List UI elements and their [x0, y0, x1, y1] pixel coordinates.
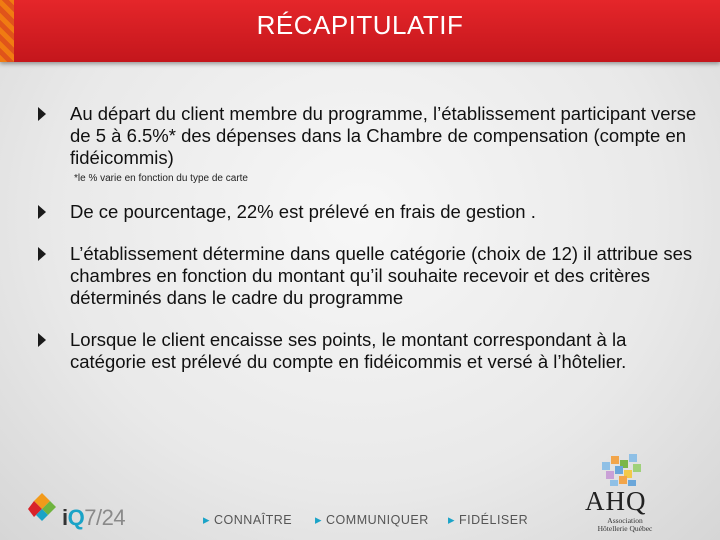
nav-fideliser[interactable] [448, 512, 528, 528]
title-banner [0, 0, 720, 62]
nav-label: FIDÉLISER [459, 513, 529, 527]
nav-connaitre[interactable] [203, 512, 292, 528]
bullet-arrow-icon [38, 205, 46, 219]
bullet-arrow-icon [38, 107, 46, 121]
bullet-item [36, 103, 706, 169]
bullet-list [36, 103, 706, 373]
iq-logo-text [62, 505, 125, 531]
ahq-subtitle [590, 517, 660, 533]
page-title: RÉCAPITULATIF [256, 10, 464, 40]
nav-communiquer[interactable] [315, 512, 429, 528]
bullet-text: Lorsque le client encaisse ses points, le montant correspondant à la catégorie est prélevé du compte en fidéicommis et versé à l’hôtelier. [70, 329, 627, 372]
nav-label: CONNAÎTRE [214, 513, 293, 527]
bullet-item [36, 329, 706, 373]
bullet-item [36, 243, 706, 309]
ahq-line1: Association [607, 516, 643, 525]
bullet-arrow-icon [38, 333, 46, 347]
chevron-right-icon: ▸ [448, 512, 456, 527]
footnote: *le % varie en fonction du type de carte [74, 173, 248, 184]
logo-rest: 7/24 [84, 505, 126, 530]
nav-label: COMMUNIQUER [326, 513, 429, 527]
bullet-text: L’établissement détermine dans quelle catégorie (choix de 12) il attribue ses chambres en fonction du montant qu’il souhaite recevoir et des critères déterminés dans le cadre du programme [70, 243, 693, 308]
ahq-logo-text: AHQ [585, 486, 647, 516]
iq-logo-icon [28, 493, 56, 521]
chevron-right-icon: ▸ [203, 512, 211, 527]
bullet-item [36, 201, 706, 223]
ahq-line2: Hôtellerie Québec [597, 524, 653, 533]
logo-q: Q [67, 505, 85, 530]
bullet-text: Au départ du client membre du programme, l’établissement participant verse de 5 à 6.5%* des dépenses dans la Chambre de compensation (compte en fidéicommis) [70, 103, 697, 168]
logo-i: i [62, 505, 68, 530]
bullet-arrow-icon [38, 247, 46, 261]
chevron-right-icon: ▸ [315, 512, 323, 527]
bullet-text: De ce pourcentage, 22% est prélevé en frais de gestion . [70, 201, 536, 222]
